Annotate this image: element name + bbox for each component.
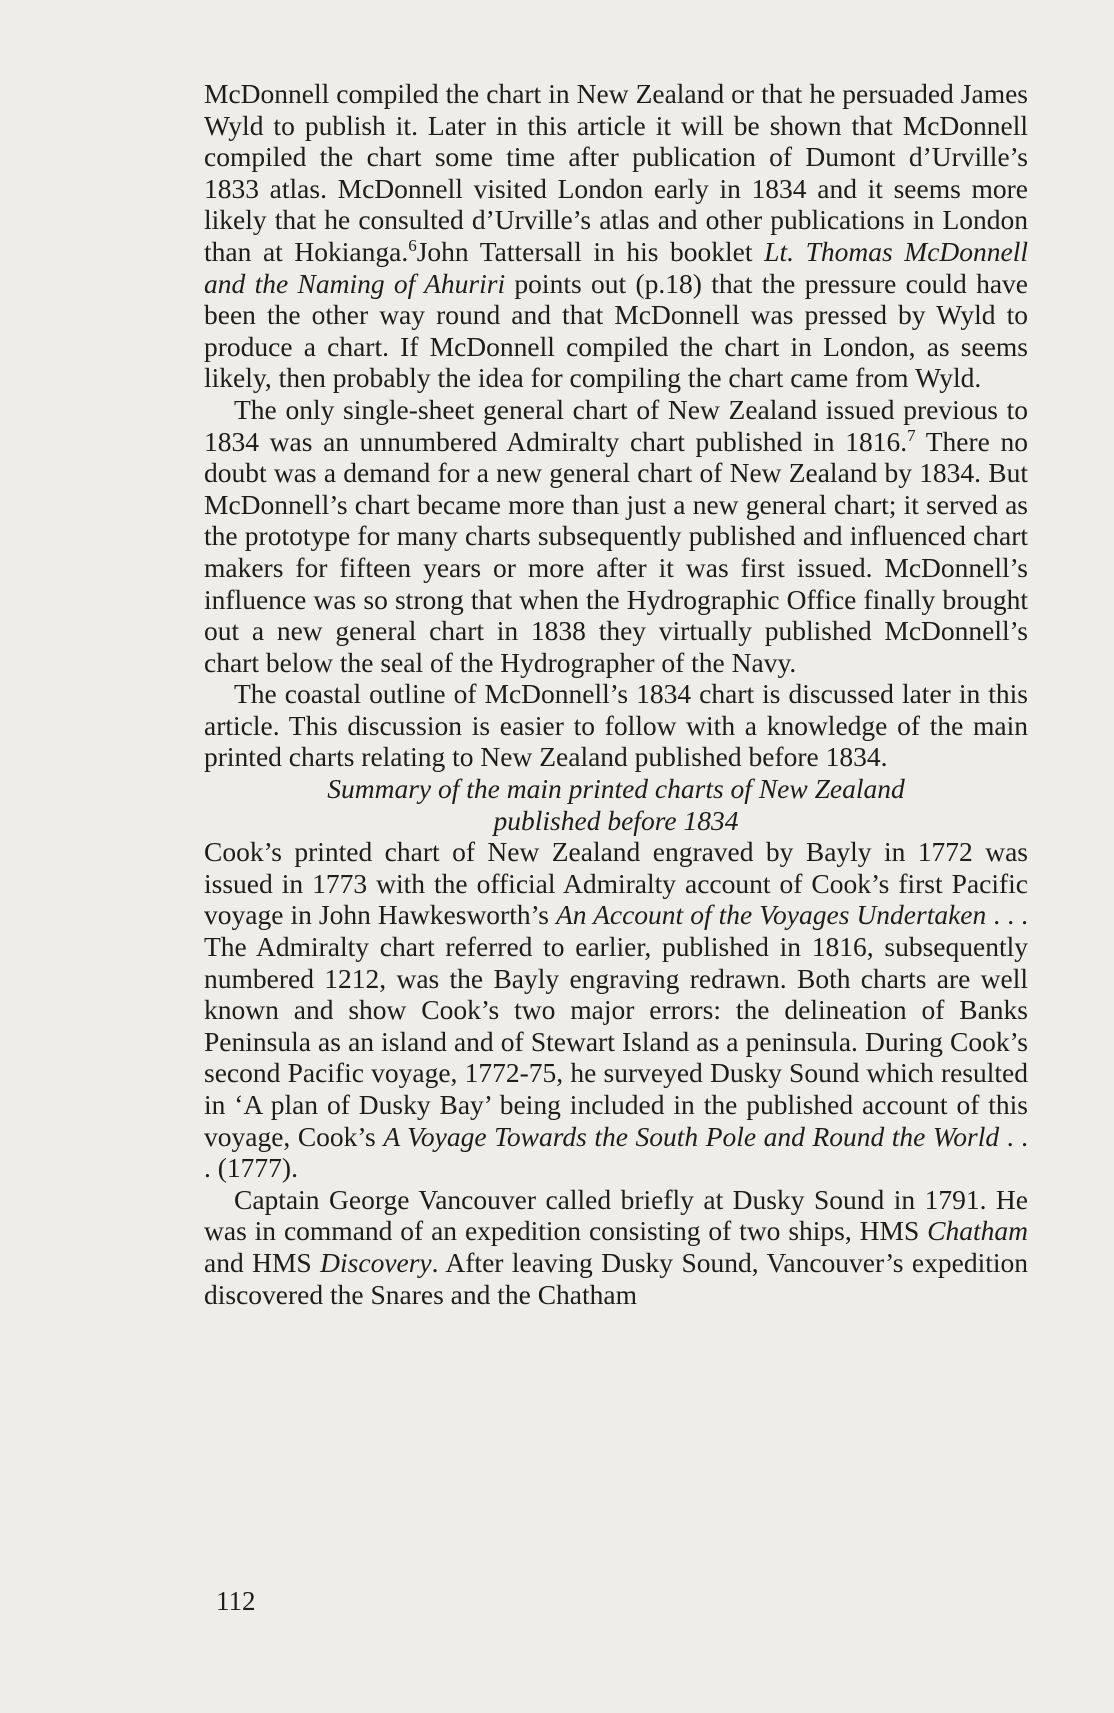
paragraph-text: The only single-sheet general chart of New Zealand issued previous to 1834 was an unnumbered Admiralty chart published in 1816. bbox=[204, 393, 1028, 457]
paragraph-text: There no doubt was a demand for a new general chart of New Zealand by 1834. But McDonnell’s chart became more than just a new general chart; it served as the prototype for many charts subsequently published and influenced chart makers for fifteen years or more after it was first issued. McDonnell’s influence was so strong that when the Hydrographic Office finally brought out a new general chart in 1838 they virtually published McDonnell’s chart below the seal of the Hydrographer of the Navy. bbox=[204, 425, 1028, 678]
paragraph-3: The coastal outline of McDonnell’s 1834 chart is discussed later in this article. This discussion is easier to follow with a knowledge of the main printed charts relating to New Zealand published before 1834. bbox=[204, 678, 1028, 773]
paragraph-text: Captain George Vancouver called briefly at Dusky Sound in 1791. He was in command of an expedition consisting of two ships, HMS bbox=[204, 1183, 1028, 1247]
paragraph-text: Cook’s printed chart of New Zealand engraved by Bayly in 1772 was issued in 1773 with the official Admiralty account of Cook’s first Pacific voyage in John Hawkesworth’s bbox=[204, 836, 1028, 931]
paragraph-text: . . . (1777). bbox=[204, 1120, 1028, 1184]
body-text bbox=[204, 78, 1028, 1310]
paragraph-2 bbox=[204, 394, 1028, 678]
book-title: An Account of the Voyages Undertaken bbox=[556, 899, 987, 931]
paragraph-text: McDonnell compiled the chart in New Zealand or that he persuaded James Wyld to publish it. Later in this article it will be shown that McDonnell compiled the chart some time after publication of Dumont d’Urville’s 1833 atlas. McDonnell visited London early in 1834 and it seems more likely that he consulted d’Urville’s atlas and other publications in London than at Hokianga. bbox=[204, 78, 1028, 267]
section-heading-line-2: published before 1834 bbox=[493, 804, 739, 836]
footnote-ref: 6 bbox=[408, 235, 417, 255]
book-title: Lt. Thomas McDonnell and the Naming of Ahuriri bbox=[204, 235, 1029, 299]
ship-name: Chatham bbox=[927, 1215, 1028, 1247]
section-heading bbox=[204, 773, 1028, 836]
book-title: A Voyage Towards the South Pole and Round the World bbox=[383, 1120, 1000, 1152]
paragraph-text: . After leaving Dusky Sound, Vancouver’s expedition discovered the Snares and the Chatham bbox=[204, 1246, 1028, 1310]
paragraph-text: John Tattersall in his booklet bbox=[416, 235, 765, 267]
paragraph-text: . . . The Admiralty chart referred to earlier, published in 1816, subsequently numbered 1212, was the Bayly engraving redrawn. Both charts are well known and show Cook’s two major errors: the delineation of Banks Peninsula as an island and of Stewart Island as a peninsula. During Cook’s second Pacific voyage, 1772-75, he surveyed Dusky Sound which resulted in ‘A plan of Dusky Bay’ being included in the published account of this voyage, Cook’s bbox=[204, 899, 1029, 1152]
paragraph-text: points out (p.18) that the pressure could have been the other way round and that McDonnell was pressed by Wyld to produce a chart. If McDonnell compiled the chart in London, as seems likely, then probably the idea for compiling the chart came from Wyld. bbox=[204, 267, 1028, 394]
section-heading-line-1: Summary of the main printed charts of New Zealand bbox=[327, 773, 905, 805]
paragraph-5 bbox=[204, 1184, 1028, 1310]
paragraph-1 bbox=[204, 78, 1028, 394]
paragraph-4 bbox=[204, 836, 1028, 1184]
paragraph-text: and HMS bbox=[204, 1246, 321, 1278]
footnote-ref: 7 bbox=[907, 425, 916, 445]
ship-name: Discovery bbox=[320, 1246, 432, 1278]
page-number: 112 bbox=[216, 1586, 256, 1616]
